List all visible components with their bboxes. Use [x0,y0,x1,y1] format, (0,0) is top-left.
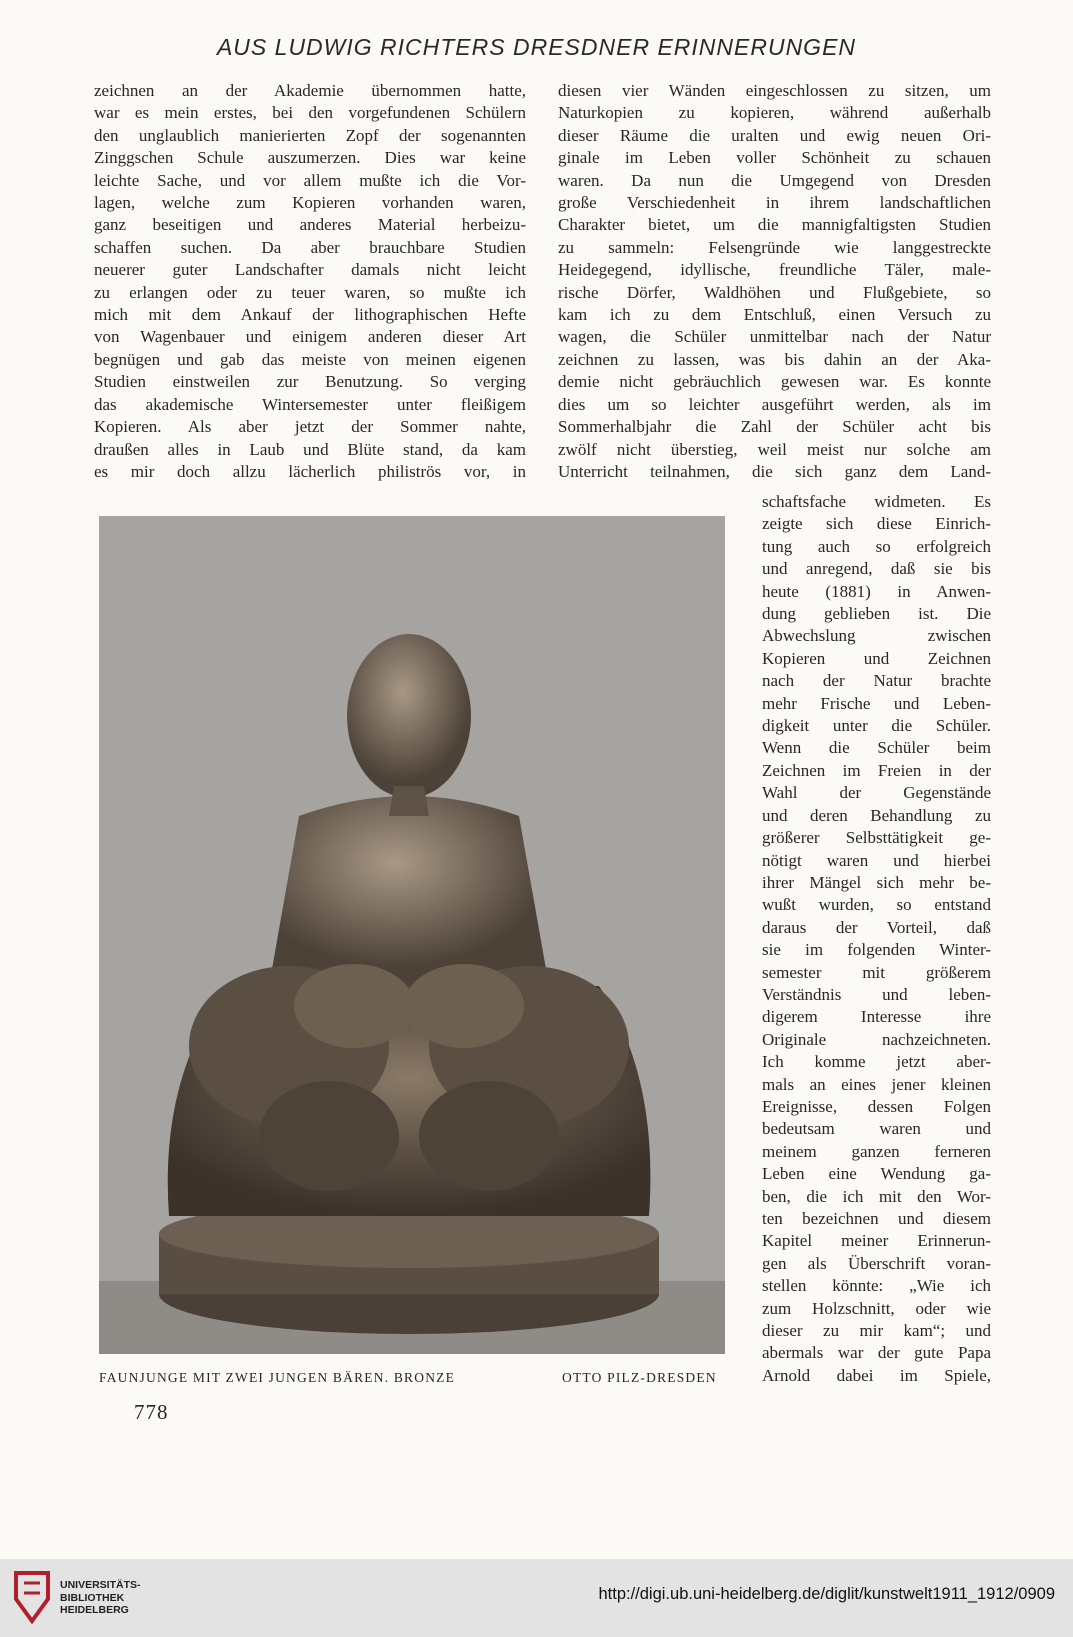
figure-caption-title: FAUNJUNGE MIT ZWEI JUNGEN BÄREN. BRONZE [99,1370,456,1385]
text-line: war es mein erstes, bei den vorgefundenen Schülern [94,103,526,123]
text-line: zeichnen an der Akademie übernommen hatte, [94,81,526,100]
text-line: lagen, welche zum Kopieren vorhanden waren, [94,193,526,213]
page-number: 778 [134,1400,169,1424]
text-column-right-top [558,80,991,483]
text-line: Sommerhalbjahr die Zahl der Schüler acht bis [558,417,991,437]
text-line: Kapitel meiner Erinnerun- [762,1231,991,1251]
running-title: AUS LUDWIG RICHTERS DRESDNER ERINNERUNGEN [216,34,857,60]
text-line: stellen könnte: „Wie ich [762,1276,991,1296]
text-line: dieser zu mir kam“; und [762,1321,991,1341]
text-line: ganz beseitigen und anderes Material herbeizu- [94,215,526,235]
text-line: Leben eine Wendung ga- [762,1164,991,1184]
sculpture-photograph [99,516,725,1354]
text-line: daraus der Vorteil, daß [762,917,991,937]
text-line: zu erlangen oder zu teuer waren, so mußte ich [94,282,526,302]
text-line: nötigt waren und hierbei [762,850,991,870]
text-line: große Verschiedenheit in ihrem landschaftlichen [558,193,991,213]
text-column-left [94,80,526,483]
figure-caption-artist: OTTO PILZ-DRESDEN [562,1370,717,1385]
text-line: demie nicht gebräuchlich gewesen war. Es konnte [558,372,991,392]
text-line: Unterricht teilnahmen, die sich ganz dem Land- [558,461,991,481]
text-line: und anregend, daß sie bis [762,559,991,579]
library-name: UNIVERSITÄTS- BIBLIOTHEK HEIDELBERG [60,1579,141,1616]
text-line: Wahl der Gegenstände [762,783,991,803]
text-line: Zinggschen Schule auszumerzen. Dies war keine [94,148,526,168]
text-line: Ereignisse, dessen Folgen [762,1096,991,1116]
text-line: Heidegegend, idyllische, freundliche Täler, male- [558,260,991,280]
text-line: Verständnis und leben- [762,984,991,1004]
text-line: heute (1881) in Anwen- [762,581,991,601]
text-line: draußen alles in Laub und Blüte stand, da kam [94,439,526,459]
text-line: es mir doch allzu lächerlich philiströs vor, in [94,461,526,481]
text-line: den unglaublich manierierten Zopf der sogenannten [94,125,526,145]
text-line: Kopieren und Zeichnen [762,648,991,668]
text-line: semester mit größerem [762,962,991,982]
text-line: neuerer guter Landschafter damals nicht leicht [94,260,526,280]
text-line: Naturkopien zu kopieren, während außerhalb [558,103,991,123]
text-line: mehr Frische und Leben- [762,693,991,713]
text-line: gen als Überschrift voran- [762,1253,991,1273]
text-line: wußt wurden, so entstand [762,895,991,915]
library-footer [0,1559,1073,1637]
text-line: Zeichnen im Freien in der [762,760,991,780]
text-line: zwölf nicht überstieg, weil meist nur solche am [558,439,991,459]
source-url-link[interactable]: http://digi.ub.uni-heidelberg.de/diglit/kunstwelt1911_1912/0909 [598,1585,1055,1603]
text-line: mals an eines jener kleinen [762,1074,991,1094]
text-line: größerer Selbsttätigkeit ge- [762,828,991,848]
text-line: wagen, die Schüler unmittelbar nach der Natur [558,327,991,347]
text-line: schaffen suchen. Da aber brauchbare Studien [94,237,526,257]
text-line: digkeit unter die Schüler. [762,716,991,736]
text-line: schaftsfache widmeten. Es [762,492,991,511]
text-line: nach der Natur brachte [762,671,991,691]
text-line: ginale im Leben voller Schönheit zu schauen [558,148,991,168]
text-line: Kopieren. Als aber jetzt der Sommer nahte, [94,417,526,437]
text-line: dies um so leichter ausgeführt werden, als im [558,394,991,414]
text-line: das akademische Wintersemester unter fleißigem [94,394,526,414]
text-line: leichte Sache, und vor allem mußte ich die Vor- [94,170,526,190]
text-line: und deren Behandlung zu [762,805,991,825]
text-line: abermals war der gute Papa [762,1343,991,1363]
text-line: Originale nachzeichneten. [762,1029,991,1049]
text-column-right-narrow [762,491,991,1387]
text-line: ihrer Mängel sich mehr be- [762,872,991,892]
text-line: zeichnen zu lassen, was bis dahin an der Aka- [558,349,991,369]
text-line: meinem ganzen ferneren [762,1141,991,1161]
heidelberg-library-logo-icon [12,1569,52,1625]
text-line: rische Dörfer, Waldhöhen und Flußgebiete, so [558,282,991,302]
text-line: digerem Interesse ihre [762,1007,991,1027]
text-line: ben, die ich mit den Wor- [762,1186,991,1206]
text-line: Charakter bietet, um die mannigfaltigsten Studien [558,215,991,235]
text-line: zeigte sich diese Einrich- [762,514,991,534]
text-line: tung auch so erfolgreich [762,536,991,556]
text-line: von Wagenbauer und einigem anderen dieser Art [94,327,526,347]
text-line: dung geblieben ist. Die [762,604,991,624]
text-line: Wenn die Schüler beim [762,738,991,758]
bronze-faun-image [99,516,725,1354]
text-line: ten bezeichnen und diesem [762,1209,991,1228]
text-line: Ich komme jetzt aber- [762,1052,991,1072]
text-line: sie im folgenden Winter- [762,940,991,960]
text-line: Studien einstweilen zur Benutzung. So verging [94,372,526,392]
text-line: bedeutsam waren und [762,1119,991,1139]
text-line: dieser Räume die uralten und ewig neuen Ori- [558,125,991,145]
text-line: mich mit dem Ankauf der lithographischen Hefte [94,305,526,325]
text-line: zu sammeln: Felsengründe wie langgestreckte [558,237,991,257]
text-line: Arnold dabei im Spiele, [762,1365,991,1385]
text-line: waren. Da nun die Umgegend von Dresden [558,170,991,190]
text-line: Abwechslung zwischen [762,626,991,646]
text-line: begnügen und gab das meiste von meinen eigenen [94,349,526,369]
text-line: zum Holzschnitt, oder wie [762,1298,991,1318]
text-line: kam ich zu dem Entschluß, einen Versuch zu [558,305,991,325]
text-line: diesen vier Wänden eingeschlossen zu sitzen, um [558,81,991,100]
